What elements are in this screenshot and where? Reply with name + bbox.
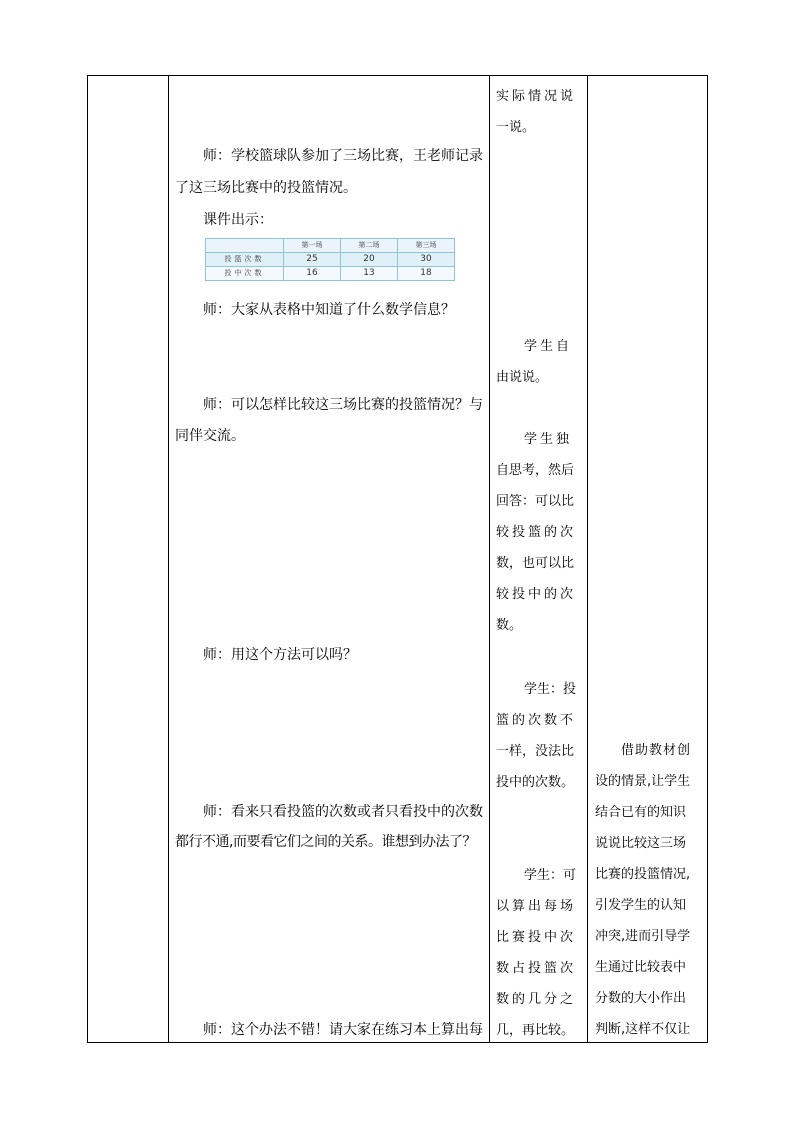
- student-line: 自思考，然后: [496, 463, 575, 478]
- design-line: 分数的大小作出: [595, 991, 687, 1006]
- student-line: 学生自: [524, 339, 573, 354]
- design-line: 借助教材创: [621, 743, 692, 758]
- student-line: 回答：可以比: [496, 494, 575, 509]
- student-line: 由说说。: [496, 370, 549, 385]
- teacher-line: 同伴交流。: [175, 428, 245, 444]
- design-line: 说说比较这三场: [595, 836, 687, 851]
- table-cell: 16: [284, 267, 341, 281]
- table-header-cell: 第二场: [341, 239, 398, 253]
- student-line: 较投篮的次: [496, 525, 577, 540]
- student-line: 几，再比较。: [496, 1023, 575, 1038]
- student-line: 比赛投中次: [496, 930, 577, 945]
- student-line: 数，也可以比: [496, 556, 575, 571]
- basketball-data-table: [205, 238, 455, 281]
- student-line: 一说。: [496, 120, 536, 135]
- student-line: 数。: [496, 618, 523, 633]
- teacher-line: 师：用这个方法可以吗？: [203, 647, 357, 663]
- column-divider: [489, 75, 490, 1043]
- table-row-label: 投中次数: [206, 267, 284, 281]
- table-cell: 25: [284, 253, 341, 267]
- table-header-cell: 第三场: [398, 239, 455, 253]
- table-row-label: 投篮次数: [206, 253, 284, 267]
- table-cell: 13: [341, 267, 398, 281]
- design-line: 比赛的投篮情况,: [595, 867, 691, 882]
- teacher-line: 师：看来只看投篮的次数或者只看投中的次数: [203, 804, 483, 820]
- table-header-cell: 第一场: [284, 239, 341, 253]
- student-line: 数的几分之: [496, 992, 577, 1007]
- teacher-line: 师：大家从表格中知道了什么数学信息？: [203, 302, 455, 318]
- student-line: 投中的次数。: [496, 775, 575, 790]
- column-divider: [587, 75, 588, 1043]
- student-line: 学生：可: [524, 868, 577, 883]
- student-line: 较投中的次: [496, 587, 577, 602]
- courseware-label: 课件出示：: [203, 212, 273, 228]
- student-line: 实际情况说: [496, 89, 577, 104]
- teacher-line: 都行不通,而要看它们之间的关系。谁想到办法了？: [175, 834, 476, 850]
- teacher-line: 师：学校篮球队参加了三场比赛，王老师记录: [203, 148, 483, 164]
- teacher-line: 师：这个办法不错！请大家在练习本上算出每: [203, 1022, 483, 1038]
- design-line: 引发学生的认知: [595, 898, 687, 913]
- teacher-line: 师：可以怎样比较这三场比赛的投篮情况？与: [203, 397, 483, 413]
- design-line: 设的情景,让学生: [595, 774, 691, 789]
- table-cell: 18: [398, 267, 455, 281]
- table-cell: 20: [341, 253, 398, 267]
- design-line: 判断,这样不仅让: [595, 1022, 691, 1037]
- teacher-line: 了这三场比赛中的投篮情况。: [175, 180, 357, 196]
- table-row: [206, 267, 455, 281]
- table-cell: 30: [398, 253, 455, 267]
- table-row: [206, 253, 455, 267]
- student-line: 学生独: [524, 432, 573, 447]
- student-line: 数占投篮次: [496, 961, 577, 976]
- table-header-cell: [206, 239, 284, 253]
- column-divider: [168, 75, 169, 1043]
- design-line: 结合已有的知识: [595, 805, 687, 820]
- student-line: 以算出每场: [496, 899, 577, 914]
- student-line: 学生：投: [524, 682, 577, 697]
- student-line: 一样，没法比: [496, 744, 575, 759]
- design-line: 生通过比较表中: [595, 960, 687, 975]
- design-line: 冲突,进而引导学: [595, 929, 691, 944]
- student-line: 篮的次数不: [496, 713, 577, 728]
